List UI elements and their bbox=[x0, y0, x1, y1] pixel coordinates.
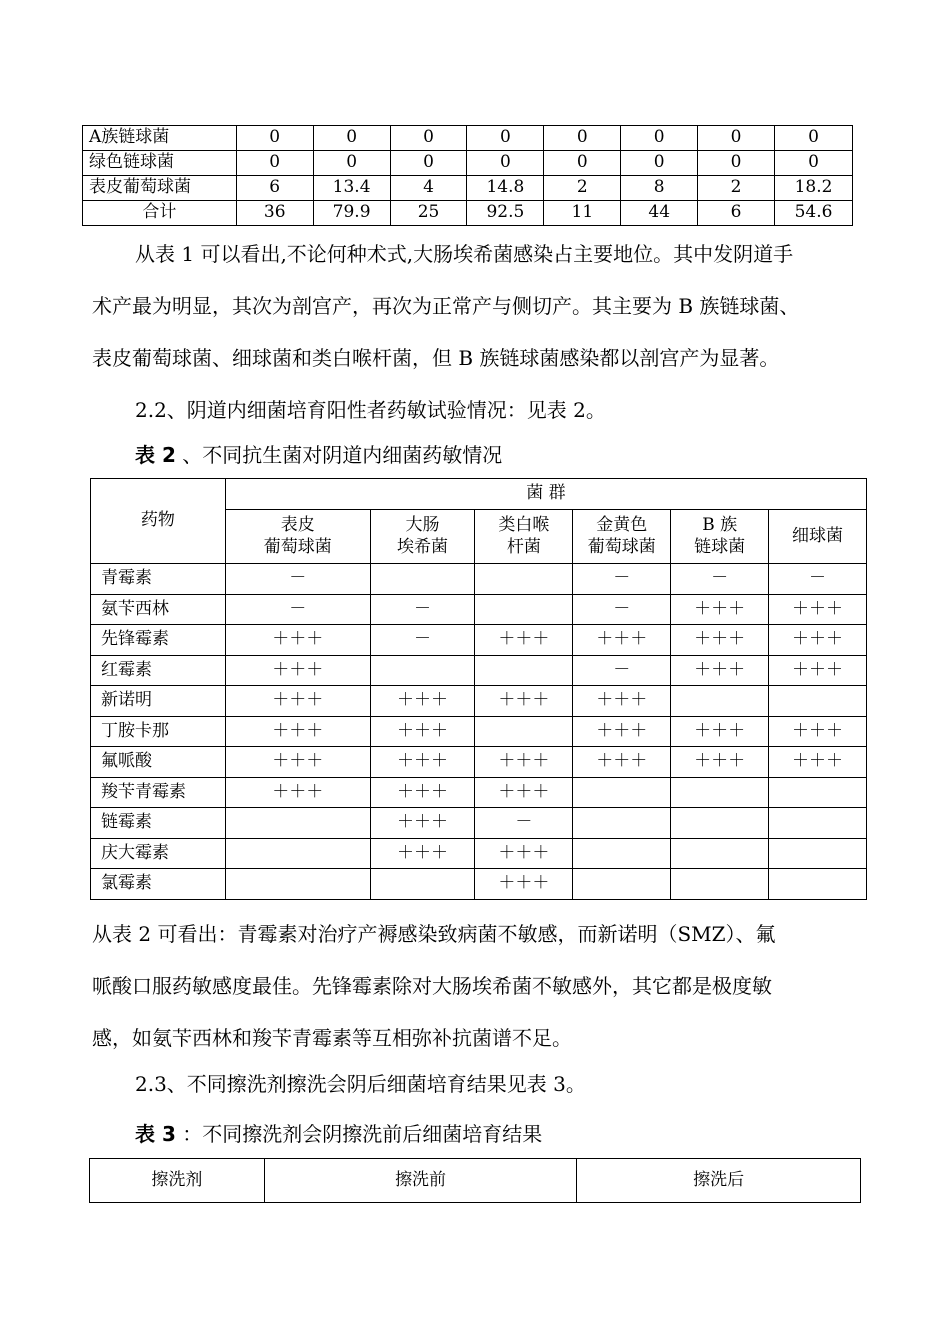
table-cell: 0 bbox=[236, 151, 313, 176]
sensitivity-cell bbox=[671, 869, 769, 900]
sensitivity-cell bbox=[769, 686, 867, 717]
table-row bbox=[91, 716, 867, 747]
table-row bbox=[83, 176, 853, 201]
column-header-line: 杆菌 bbox=[506, 536, 541, 557]
table-row bbox=[83, 201, 853, 226]
sensitivity-cell bbox=[225, 808, 370, 839]
sensitivity-cell: ＋＋＋ bbox=[769, 747, 867, 778]
column-header-line: 链球菌 bbox=[694, 536, 746, 557]
sensitivity-cell: ＋＋＋ bbox=[671, 747, 769, 778]
sensitivity-cell: ＋＋＋ bbox=[475, 869, 573, 900]
paragraph-table1-analysis bbox=[92, 228, 799, 384]
table3-header-after: 擦洗后 bbox=[577, 1159, 861, 1203]
column-header-line: 金黄色 bbox=[596, 515, 648, 536]
column-header-line: 葡萄球菌 bbox=[263, 536, 332, 557]
table-3-wash-results bbox=[89, 1158, 861, 1203]
sensitivity-cell: ＋＋＋ bbox=[475, 747, 573, 778]
sensitivity-cell: ＋＋＋ bbox=[370, 838, 475, 869]
table-cell: 6 bbox=[698, 201, 775, 226]
table-cell: 0 bbox=[313, 151, 390, 176]
table-cell: 0 bbox=[390, 151, 467, 176]
table-cell: 0 bbox=[698, 126, 775, 151]
table-cell: 0 bbox=[621, 151, 698, 176]
table-cell: 11 bbox=[544, 201, 621, 226]
sensitivity-cell: ＋＋＋ bbox=[671, 594, 769, 625]
table-row bbox=[83, 151, 853, 176]
table-cell: 44 bbox=[621, 201, 698, 226]
sensitivity-cell bbox=[573, 838, 671, 869]
drug-name: 羧苄青霉素 bbox=[91, 777, 226, 808]
table-row bbox=[91, 594, 867, 625]
sensitivity-cell: ＋＋＋ bbox=[573, 625, 671, 656]
sensitivity-cell: ＋＋＋ bbox=[573, 747, 671, 778]
section-2-2-text: 2.2、阴道内细菌培育阳性者药敏试验情况：见表 2。 bbox=[135, 398, 606, 422]
table-cell: 25 bbox=[390, 201, 467, 226]
table-cell: 4 bbox=[390, 176, 467, 201]
sensitivity-cell: ＋＋＋ bbox=[671, 716, 769, 747]
table-3-caption bbox=[135, 1108, 542, 1160]
sensitivity-cell: － bbox=[573, 655, 671, 686]
sensitivity-cell bbox=[370, 869, 475, 900]
sensitivity-cell: － bbox=[573, 564, 671, 595]
sensitivity-cell: ＋＋＋ bbox=[370, 747, 475, 778]
bacteria-group-header: 菌 群 bbox=[225, 479, 866, 510]
table-cell: 14.8 bbox=[467, 176, 544, 201]
table-cell: 13.4 bbox=[313, 176, 390, 201]
sensitivity-cell: ＋＋＋ bbox=[225, 655, 370, 686]
table-cell: 0 bbox=[467, 126, 544, 151]
bacteria-column-header bbox=[573, 510, 671, 564]
sensitivity-cell: － bbox=[370, 625, 475, 656]
sensitivity-cell bbox=[769, 777, 867, 808]
bacteria-column-header bbox=[370, 510, 475, 564]
column-header-line: 葡萄球菌 bbox=[587, 536, 656, 557]
drug-name: 丁胺卡那 bbox=[91, 716, 226, 747]
sensitivity-cell: － bbox=[225, 564, 370, 595]
paragraph-line: 从表 2 可看出：青霉素对治疗产褥感染致病菌不敏感，而新诺明（SMZ）、氟 bbox=[92, 922, 776, 946]
sensitivity-cell bbox=[769, 869, 867, 900]
table-cell: 92.5 bbox=[467, 201, 544, 226]
table-row bbox=[91, 869, 867, 900]
paragraph-line: 哌酸口服药敏感度最佳。先锋霉素除对大肠埃希菌不敏感外，其它都是极度敏 bbox=[92, 974, 772, 998]
sensitivity-cell: ＋＋＋ bbox=[573, 716, 671, 747]
sensitivity-cell: ＋＋＋ bbox=[475, 686, 573, 717]
sensitivity-cell bbox=[769, 808, 867, 839]
table-cell: 0 bbox=[236, 126, 313, 151]
table3-header-before: 擦洗前 bbox=[264, 1159, 577, 1203]
sensitivity-cell bbox=[573, 777, 671, 808]
sensitivity-cell: － bbox=[475, 808, 573, 839]
sensitivity-cell: ＋＋＋ bbox=[370, 777, 475, 808]
bacteria-column-header bbox=[671, 510, 769, 564]
table-cell: 8 bbox=[621, 176, 698, 201]
sensitivity-cell bbox=[475, 716, 573, 747]
sensitivity-cell: ＋＋＋ bbox=[225, 716, 370, 747]
sensitivity-cell: ＋＋＋ bbox=[225, 625, 370, 656]
table-cell: 6 bbox=[236, 176, 313, 201]
bacteria-column-header bbox=[475, 510, 573, 564]
sensitivity-cell: ＋＋＋ bbox=[370, 808, 475, 839]
table-cell: 0 bbox=[313, 126, 390, 151]
sensitivity-cell bbox=[769, 838, 867, 869]
row-label: 绿色链球菌 bbox=[83, 151, 237, 176]
paragraph-table2-analysis bbox=[92, 908, 776, 1064]
table-cell: 18.2 bbox=[775, 176, 853, 201]
sensitivity-cell bbox=[475, 564, 573, 595]
table-cell: 0 bbox=[544, 126, 621, 151]
table-cell: 0 bbox=[775, 151, 853, 176]
paragraph-line: 术产最为明显，其次为剖宫产，再次为正常产与侧切产。其主要为 B 族链球菌、 bbox=[92, 294, 800, 318]
sensitivity-cell bbox=[671, 686, 769, 717]
section-2-3-text: 2.3、不同擦洗剂擦洗会阴后细菌培育结果见表 3。 bbox=[135, 1072, 586, 1096]
sensitivity-cell: ＋＋＋ bbox=[370, 686, 475, 717]
sensitivity-cell bbox=[225, 869, 370, 900]
table-cell: 0 bbox=[390, 126, 467, 151]
table-row bbox=[91, 747, 867, 778]
bacteria-column-header bbox=[225, 510, 370, 564]
sensitivity-cell bbox=[573, 869, 671, 900]
table-2-title: 、不同抗生菌对阴道内细菌药敏情况 bbox=[175, 443, 503, 467]
paragraph-line: 感，如氨苄西林和羧苄青霉素等互相弥补抗菌谱不足。 bbox=[92, 1026, 572, 1050]
sensitivity-cell: ＋＋＋ bbox=[475, 838, 573, 869]
table-row bbox=[91, 777, 867, 808]
sensitivity-cell: ＋＋＋ bbox=[475, 777, 573, 808]
table-cell: 0 bbox=[621, 126, 698, 151]
table-cell: 0 bbox=[698, 151, 775, 176]
table-cell: 0 bbox=[544, 151, 621, 176]
column-header-line: 大肠 bbox=[405, 515, 440, 536]
sensitivity-cell: － bbox=[370, 594, 475, 625]
drug-name: 氨苄西林 bbox=[91, 594, 226, 625]
table-row bbox=[91, 655, 867, 686]
sensitivity-cell bbox=[225, 838, 370, 869]
drug-name: 庆大霉素 bbox=[91, 838, 226, 869]
sensitivity-cell bbox=[671, 777, 769, 808]
column-header-line: 类白喉 bbox=[498, 515, 550, 536]
drug-name: 红霉素 bbox=[91, 655, 226, 686]
sensitivity-cell: ＋＋＋ bbox=[769, 594, 867, 625]
table-2-label: 表 2 bbox=[135, 443, 176, 467]
sensitivity-cell: ＋＋＋ bbox=[671, 625, 769, 656]
table-3-title: ：不同擦洗剂会阴擦洗前后细菌培育结果 bbox=[175, 1122, 543, 1146]
table-cell: 0 bbox=[775, 126, 853, 151]
sensitivity-cell bbox=[671, 838, 769, 869]
bacteria-column-header bbox=[769, 510, 867, 564]
table-2-caption bbox=[135, 429, 502, 481]
table3-header-agent: 擦洗剂 bbox=[90, 1159, 265, 1203]
sensitivity-cell: ＋＋＋ bbox=[769, 625, 867, 656]
column-header-line: 表皮 bbox=[280, 515, 315, 536]
sensitivity-cell: ＋＋＋ bbox=[225, 747, 370, 778]
sensitivity-cell: － bbox=[671, 564, 769, 595]
table-row bbox=[91, 808, 867, 839]
table-cell: 2 bbox=[544, 176, 621, 201]
table-row bbox=[91, 625, 867, 656]
sensitivity-cell: ＋＋＋ bbox=[475, 625, 573, 656]
sensitivity-cell bbox=[370, 564, 475, 595]
table-3-label: 表 3 bbox=[135, 1122, 176, 1146]
sensitivity-cell bbox=[475, 594, 573, 625]
row-label: 表皮葡萄球菌 bbox=[83, 176, 237, 201]
section-2-3-heading bbox=[135, 1058, 586, 1110]
drug-name: 青霉素 bbox=[91, 564, 226, 595]
table-2-drug-sensitivity bbox=[90, 478, 867, 900]
paragraph-line: 表皮葡萄球菌、细球菌和类白喉杆菌，但 B 族链球菌感染都以剖宫产为显著。 bbox=[92, 346, 780, 370]
drug-name: 氟哌酸 bbox=[91, 747, 226, 778]
drug-name: 新诺明 bbox=[91, 686, 226, 717]
sensitivity-cell: ＋＋＋ bbox=[769, 716, 867, 747]
sensitivity-cell bbox=[671, 808, 769, 839]
row-label: 合计 bbox=[83, 201, 237, 226]
paragraph-line: 从表 1 可以看出,不论何种术式,大肠埃希菌感染占主要地位。其中发阴道手 bbox=[135, 242, 794, 266]
sensitivity-cell: ＋＋＋ bbox=[225, 686, 370, 717]
drug-column-header: 药物 bbox=[91, 479, 226, 564]
sensitivity-cell bbox=[573, 808, 671, 839]
sensitivity-cell: － bbox=[769, 564, 867, 595]
column-header-line: B 族 bbox=[702, 515, 738, 536]
table-row bbox=[91, 686, 867, 717]
drug-name: 氯霉素 bbox=[91, 869, 226, 900]
sensitivity-cell: － bbox=[573, 594, 671, 625]
sensitivity-cell: ＋＋＋ bbox=[225, 777, 370, 808]
sensitivity-cell: ＋＋＋ bbox=[769, 655, 867, 686]
table-cell: 0 bbox=[467, 151, 544, 176]
column-header-line: 埃希菌 bbox=[397, 536, 449, 557]
table-cell: 2 bbox=[698, 176, 775, 201]
table-cell: 79.9 bbox=[313, 201, 390, 226]
row-label: A族链球菌 bbox=[83, 126, 237, 151]
sensitivity-cell bbox=[475, 655, 573, 686]
table-row bbox=[83, 126, 853, 151]
table-cell: 54.6 bbox=[775, 201, 853, 226]
sensitivity-cell: ＋＋＋ bbox=[370, 716, 475, 747]
sensitivity-cell: ＋＋＋ bbox=[671, 655, 769, 686]
drug-name: 先锋霉素 bbox=[91, 625, 226, 656]
table-1-continued bbox=[82, 125, 853, 226]
table-row bbox=[91, 838, 867, 869]
sensitivity-cell bbox=[370, 655, 475, 686]
drug-name: 链霉素 bbox=[91, 808, 226, 839]
sensitivity-cell: ＋＋＋ bbox=[573, 686, 671, 717]
column-header-line: 细球菌 bbox=[792, 525, 844, 546]
table-cell: 36 bbox=[236, 201, 313, 226]
table-row bbox=[91, 564, 867, 595]
sensitivity-cell: － bbox=[225, 594, 370, 625]
